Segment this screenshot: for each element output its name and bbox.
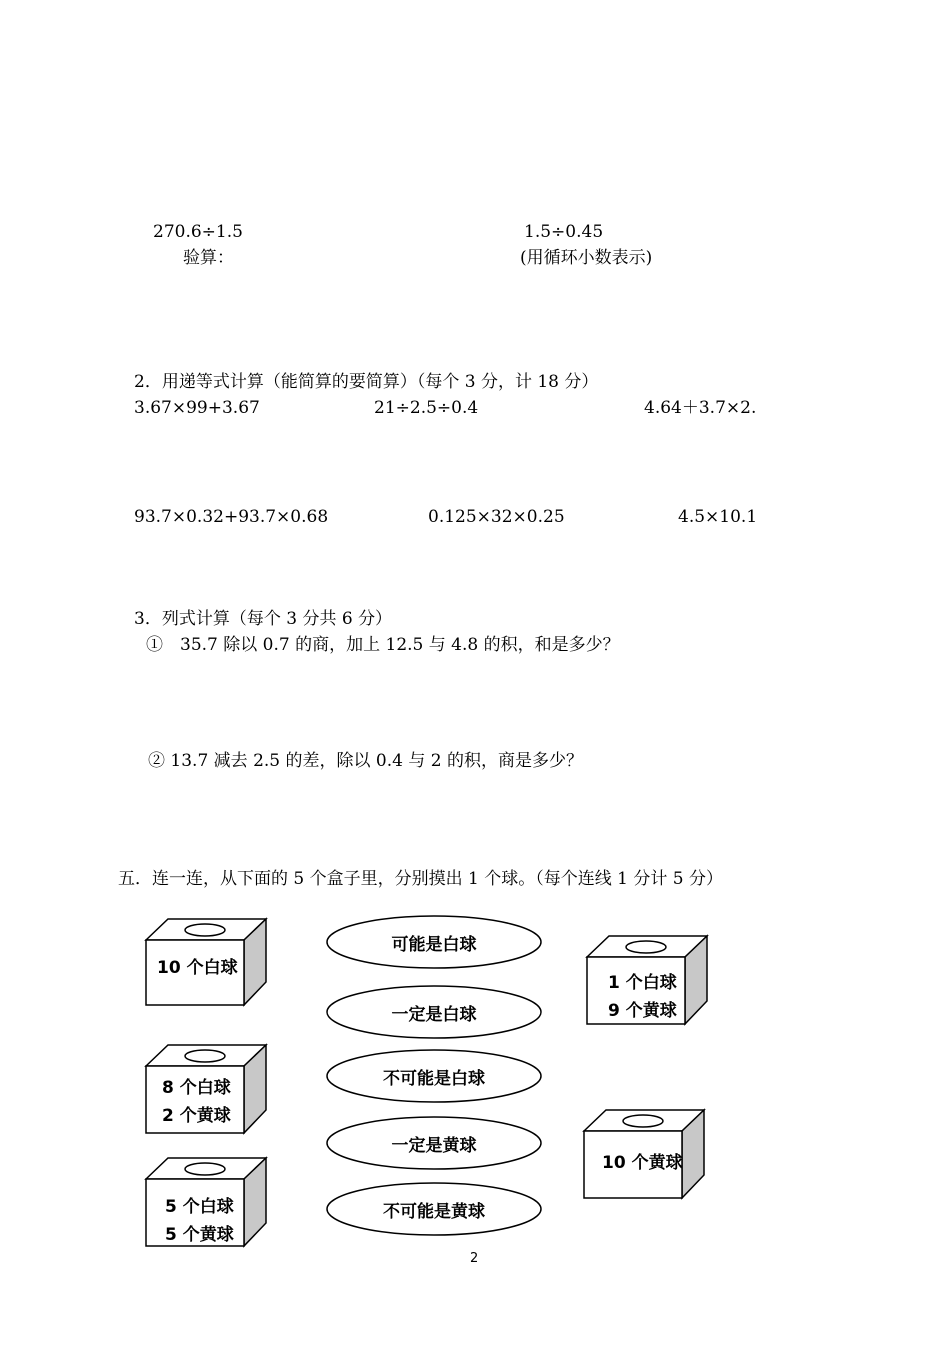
expression-4: 93.7×0.32+93.7×0.68 [134, 507, 329, 527]
outcome-label: 可能是白球 [391, 934, 477, 955]
expression-3: 4.64＋3.7×2. [644, 398, 757, 418]
expression-1: 3.67×99+3.67 [134, 398, 260, 418]
outcome-oval-1[interactable] [326, 915, 542, 969]
box-label-line1: 5 个白球 [165, 1197, 234, 1217]
outcome-label: 一定是白球 [391, 1004, 477, 1025]
ball-box-1 [145, 918, 267, 1006]
outcome-oval-2[interactable] [326, 985, 542, 1039]
ball-box-2 [145, 1044, 267, 1134]
division-problem-right: 1.5÷0.45 [524, 222, 604, 242]
box-label-line1: 8 个白球 [162, 1078, 231, 1098]
outcome-oval-5[interactable] [326, 1182, 542, 1236]
box-label-line2: 5 个黄球 [165, 1225, 234, 1245]
expression-2: 21÷2.5÷0.4 [374, 398, 479, 418]
outcome-oval-4[interactable] [326, 1116, 542, 1170]
box-label-line1: 10 个白球 [157, 958, 238, 978]
check-calculation-label: 验算： [183, 248, 234, 268]
box-label-line2: 9 个黄球 [608, 1001, 677, 1021]
division-problem-left: 270.6÷1.5 [153, 222, 243, 242]
outcome-label: 不可能是白球 [383, 1068, 485, 1089]
step-calculation-heading: 2．用递等式计算（能简算的要简算）（每个 3 分，计 18 分） [134, 372, 599, 392]
expression-6: 4.5×10.1 [678, 507, 758, 527]
repeating-decimal-note: (用循环小数表示) [520, 248, 653, 268]
outcome-label: 一定是黄球 [391, 1135, 477, 1156]
ball-box-5 [583, 1109, 705, 1199]
box-label-line1: 1 个白球 [608, 973, 677, 993]
page-number: 2 [470, 1251, 479, 1266]
word-problem-1: ① 35.7 除以 0.7 的商，加上 12.5 与 4.8 的积，和是多少？ [146, 635, 620, 655]
word-problem-2: ② 13.7 减去 2.5 的差，除以 0.4 与 2 的积，商是多少？ [148, 751, 583, 771]
box-label-line1: 10 个黄球 [602, 1153, 683, 1173]
ball-box-3 [145, 1157, 267, 1247]
outcome-label: 不可能是黄球 [383, 1201, 485, 1222]
outcome-oval-3[interactable] [326, 1049, 542, 1103]
word-problem-heading: 3．列式计算（每个 3 分共 6 分） [134, 609, 393, 629]
matching-heading: 五．连一连，从下面的 5 个盒子里，分别摸出 1 个球。（每个连线 1 分计 5 分） [118, 869, 723, 889]
box-label-line2: 2 个黄球 [162, 1106, 231, 1126]
expression-5: 0.125×32×0.25 [428, 507, 565, 527]
ball-box-4 [586, 935, 708, 1025]
